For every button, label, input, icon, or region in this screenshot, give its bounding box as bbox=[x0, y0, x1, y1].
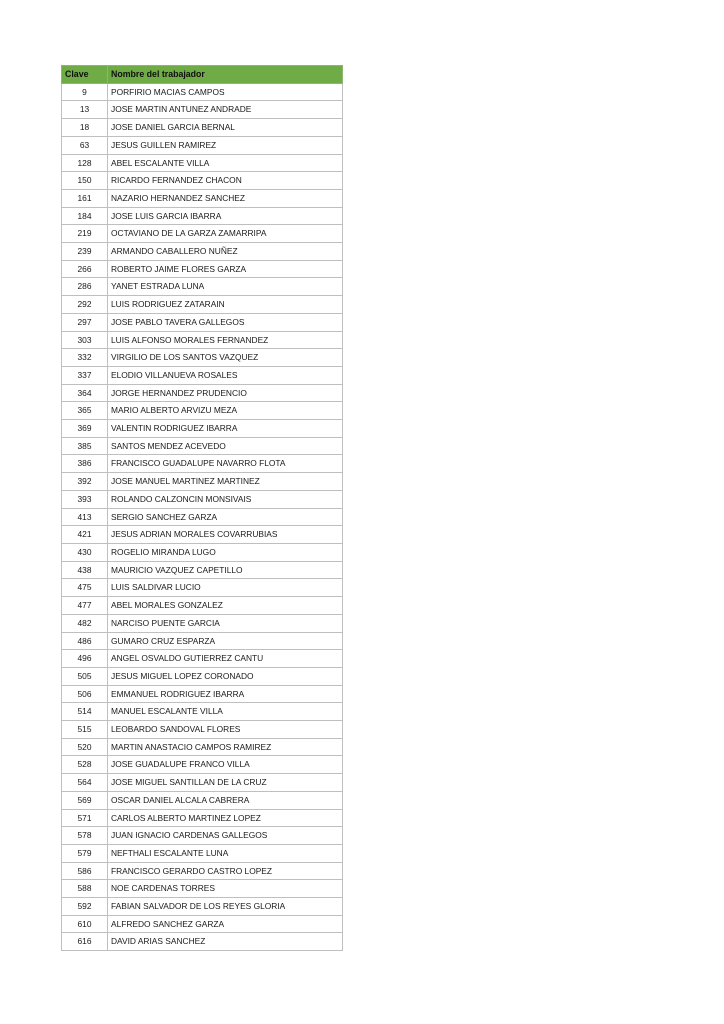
worker-name: RICARDO FERNANDEZ CHACON bbox=[108, 172, 343, 190]
worker-clave: 239 bbox=[62, 243, 108, 261]
worker-name: JUAN IGNACIO CARDENAS GALLEGOS bbox=[108, 827, 343, 845]
worker-clave: 610 bbox=[62, 915, 108, 933]
worker-clave: 184 bbox=[62, 207, 108, 225]
table-row bbox=[62, 721, 343, 739]
table-row bbox=[62, 632, 343, 650]
worker-name: JESUS ADRIAN MORALES COVARRUBIAS bbox=[108, 526, 343, 544]
worker-name: ROBERTO JAIME FLORES GARZA bbox=[108, 260, 343, 278]
worker-name: VALENTIN RODRIGUEZ IBARRA bbox=[108, 420, 343, 438]
table-row bbox=[62, 119, 343, 137]
worker-clave: 128 bbox=[62, 154, 108, 172]
worker-clave: 413 bbox=[62, 508, 108, 526]
worker-clave: 571 bbox=[62, 809, 108, 827]
table-row bbox=[62, 437, 343, 455]
worker-name: DAVID ARIAS SANCHEZ bbox=[108, 933, 343, 951]
header-nombre: Nombre del trabajador bbox=[108, 66, 343, 84]
worker-name: ABEL ESCALANTE VILLA bbox=[108, 154, 343, 172]
table-row bbox=[62, 508, 343, 526]
table-row bbox=[62, 366, 343, 384]
table-row bbox=[62, 473, 343, 491]
worker-name: ARMANDO CABALLERO NUÑEZ bbox=[108, 243, 343, 261]
table-row bbox=[62, 862, 343, 880]
worker-name: YANET ESTRADA LUNA bbox=[108, 278, 343, 296]
worker-clave: 486 bbox=[62, 632, 108, 650]
table-row bbox=[62, 154, 343, 172]
table-row bbox=[62, 207, 343, 225]
worker-clave: 161 bbox=[62, 189, 108, 207]
worker-name: MANUEL ESCALANTE VILLA bbox=[108, 703, 343, 721]
worker-name: OCTAVIANO DE LA GARZA ZAMARRIPA bbox=[108, 225, 343, 243]
table-row bbox=[62, 844, 343, 862]
worker-clave: 369 bbox=[62, 420, 108, 438]
table-row bbox=[62, 225, 343, 243]
worker-name: FRANCISCO GUADALUPE NAVARRO FLOTA bbox=[108, 455, 343, 473]
worker-clave: 475 bbox=[62, 579, 108, 597]
worker-clave: 592 bbox=[62, 898, 108, 916]
worker-clave: 392 bbox=[62, 473, 108, 491]
worker-name: ROGELIO MIRANDA LUGO bbox=[108, 543, 343, 561]
worker-clave: 63 bbox=[62, 136, 108, 154]
worker-clave: 477 bbox=[62, 597, 108, 615]
workers-table bbox=[61, 65, 343, 951]
worker-clave: 393 bbox=[62, 490, 108, 508]
table-row bbox=[62, 526, 343, 544]
header-row bbox=[62, 66, 343, 84]
worker-name: LUIS ALFONSO MORALES FERNANDEZ bbox=[108, 331, 343, 349]
worker-name: LUIS SALDIVAR LUCIO bbox=[108, 579, 343, 597]
worker-name: CARLOS ALBERTO MARTINEZ LOPEZ bbox=[108, 809, 343, 827]
table-row bbox=[62, 685, 343, 703]
table-row bbox=[62, 331, 343, 349]
worker-name: NARCISO PUENTE GARCIA bbox=[108, 614, 343, 632]
table-row bbox=[62, 898, 343, 916]
worker-name: ALFREDO SANCHEZ GARZA bbox=[108, 915, 343, 933]
worker-clave: 386 bbox=[62, 455, 108, 473]
worker-name: FABIAN SALVADOR DE LOS REYES GLORIA bbox=[108, 898, 343, 916]
worker-clave: 588 bbox=[62, 880, 108, 898]
worker-clave: 364 bbox=[62, 384, 108, 402]
worker-clave: 514 bbox=[62, 703, 108, 721]
worker-clave: 578 bbox=[62, 827, 108, 845]
worker-name: LUIS RODRIGUEZ ZATARAIN bbox=[108, 296, 343, 314]
worker-name: NAZARIO HERNANDEZ SANCHEZ bbox=[108, 189, 343, 207]
worker-name: SERGIO SANCHEZ GARZA bbox=[108, 508, 343, 526]
worker-clave: 569 bbox=[62, 791, 108, 809]
table-row bbox=[62, 172, 343, 190]
table-row bbox=[62, 650, 343, 668]
worker-clave: 438 bbox=[62, 561, 108, 579]
table-row bbox=[62, 243, 343, 261]
worker-clave: 616 bbox=[62, 933, 108, 951]
worker-name: MARTIN ANASTACIO CAMPOS RAMIREZ bbox=[108, 738, 343, 756]
table-row bbox=[62, 933, 343, 951]
table-row bbox=[62, 880, 343, 898]
worker-clave: 13 bbox=[62, 101, 108, 119]
worker-name: JOSE DANIEL GARCIA BERNAL bbox=[108, 119, 343, 137]
worker-name: ELODIO VILLANUEVA ROSALES bbox=[108, 366, 343, 384]
table-row bbox=[62, 827, 343, 845]
worker-clave: 219 bbox=[62, 225, 108, 243]
table-row bbox=[62, 189, 343, 207]
header-clave: Clave bbox=[62, 66, 108, 84]
table-row bbox=[62, 260, 343, 278]
worker-name: JOSE LUIS GARCIA IBARRA bbox=[108, 207, 343, 225]
worker-name: OSCAR DANIEL ALCALA CABRERA bbox=[108, 791, 343, 809]
table-row bbox=[62, 561, 343, 579]
table-row bbox=[62, 136, 343, 154]
worker-clave: 9 bbox=[62, 83, 108, 101]
worker-name: JESUS GUILLEN RAMIREZ bbox=[108, 136, 343, 154]
worker-name: VIRGILIO DE LOS SANTOS VAZQUEZ bbox=[108, 349, 343, 367]
worker-clave: 579 bbox=[62, 844, 108, 862]
worker-clave: 266 bbox=[62, 260, 108, 278]
worker-name: ROLANDO CALZONCIN MONSIVAIS bbox=[108, 490, 343, 508]
worker-name: FRANCISCO GERARDO CASTRO LOPEZ bbox=[108, 862, 343, 880]
table-row bbox=[62, 774, 343, 792]
table-row bbox=[62, 278, 343, 296]
worker-clave: 385 bbox=[62, 437, 108, 455]
worker-name: ABEL MORALES GONZALEZ bbox=[108, 597, 343, 615]
worker-clave: 337 bbox=[62, 366, 108, 384]
table-row bbox=[62, 83, 343, 101]
worker-clave: 528 bbox=[62, 756, 108, 774]
table-row bbox=[62, 667, 343, 685]
table-body bbox=[62, 83, 343, 950]
worker-clave: 505 bbox=[62, 667, 108, 685]
table-row bbox=[62, 455, 343, 473]
worker-clave: 515 bbox=[62, 721, 108, 739]
worker-clave: 496 bbox=[62, 650, 108, 668]
worker-name: EMMANUEL RODRIGUEZ IBARRA bbox=[108, 685, 343, 703]
worker-name: JOSE MIGUEL SANTILLAN DE LA CRUZ bbox=[108, 774, 343, 792]
worker-name: NOE CARDENAS TORRES bbox=[108, 880, 343, 898]
table-row bbox=[62, 420, 343, 438]
worker-clave: 303 bbox=[62, 331, 108, 349]
worker-clave: 150 bbox=[62, 172, 108, 190]
table-row bbox=[62, 349, 343, 367]
worker-name: SANTOS MENDEZ ACEVEDO bbox=[108, 437, 343, 455]
table-row bbox=[62, 579, 343, 597]
worker-name: MARIO ALBERTO ARVIZU MEZA bbox=[108, 402, 343, 420]
worker-clave: 332 bbox=[62, 349, 108, 367]
worker-name: JORGE HERNANDEZ PRUDENCIO bbox=[108, 384, 343, 402]
table-row bbox=[62, 296, 343, 314]
table-row bbox=[62, 101, 343, 119]
worker-name: GUMARO CRUZ ESPARZA bbox=[108, 632, 343, 650]
table-row bbox=[62, 402, 343, 420]
worker-clave: 430 bbox=[62, 543, 108, 561]
table-row bbox=[62, 791, 343, 809]
table-row bbox=[62, 703, 343, 721]
worker-name: ANGEL OSVALDO GUTIERREZ CANTU bbox=[108, 650, 343, 668]
worker-clave: 506 bbox=[62, 685, 108, 703]
worker-name: JOSE GUADALUPE FRANCO VILLA bbox=[108, 756, 343, 774]
worker-clave: 564 bbox=[62, 774, 108, 792]
worker-clave: 365 bbox=[62, 402, 108, 420]
worker-name: JESUS MIGUEL LOPEZ CORONADO bbox=[108, 667, 343, 685]
worker-clave: 421 bbox=[62, 526, 108, 544]
table-row bbox=[62, 738, 343, 756]
worker-clave: 292 bbox=[62, 296, 108, 314]
table-row bbox=[62, 313, 343, 331]
table-row bbox=[62, 756, 343, 774]
table-row bbox=[62, 543, 343, 561]
worker-name: NEFTHALI ESCALANTE LUNA bbox=[108, 844, 343, 862]
worker-clave: 18 bbox=[62, 119, 108, 137]
table-row bbox=[62, 597, 343, 615]
worker-name: JOSE MARTIN ANTUNEZ ANDRADE bbox=[108, 101, 343, 119]
worker-clave: 482 bbox=[62, 614, 108, 632]
worker-clave: 586 bbox=[62, 862, 108, 880]
worker-clave: 520 bbox=[62, 738, 108, 756]
worker-name: MAURICIO VAZQUEZ CAPETILLO bbox=[108, 561, 343, 579]
table-row bbox=[62, 384, 343, 402]
worker-name: PORFIRIO MACIAS CAMPOS bbox=[108, 83, 343, 101]
worker-name: JOSE MANUEL MARTINEZ MARTINEZ bbox=[108, 473, 343, 491]
table-row bbox=[62, 490, 343, 508]
table-row bbox=[62, 809, 343, 827]
worker-clave: 286 bbox=[62, 278, 108, 296]
table-row bbox=[62, 915, 343, 933]
worker-name: LEOBARDO SANDOVAL FLORES bbox=[108, 721, 343, 739]
worker-name: JOSE PABLO TAVERA GALLEGOS bbox=[108, 313, 343, 331]
worker-clave: 297 bbox=[62, 313, 108, 331]
table-row bbox=[62, 614, 343, 632]
